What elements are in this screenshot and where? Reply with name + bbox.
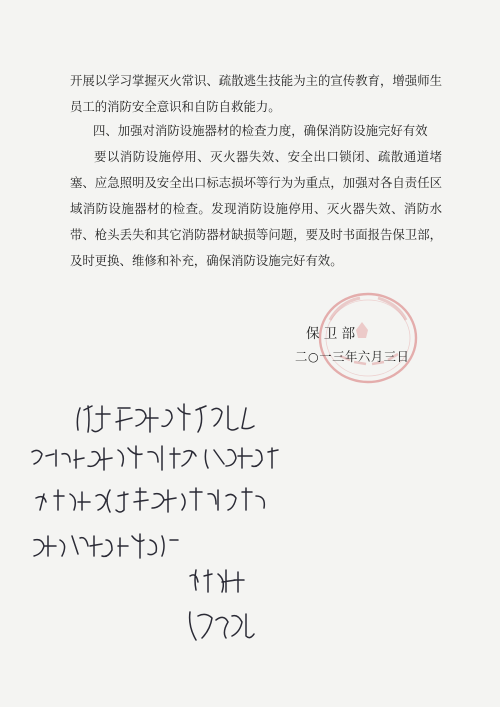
paragraph-equipment-inspection: 要以消防设施停用、灭火器失效、安全出口锁闭、疏散通道堵塞、应急照明及安全出口标志损坏等行为为重点，加强对各自责任区域消防设施器材的检查。发现消防设施停用、灭火器失效、消防水带、枪头丢失和其它消防器材缺损等问题，要及时书面报告保卫部，及时更换、维修和补充，确保消防设施完好有效。 xyxy=(70,149,442,268)
issue-date: 二○一三年六月三日 xyxy=(295,349,410,364)
paragraph-fire-education: 开展以学习掌握灭火常识、疏散逃生技能为主的宣传教育，增强师生员工的消防安全意识和自防自救能力。 xyxy=(70,73,442,114)
handwritten-approval-note xyxy=(0,380,500,700)
issuer-name: 保 卫 部 xyxy=(306,326,356,342)
section-4-heading: 四、加强对消防设施器材的检查力度，确保消防设施完好有效 xyxy=(93,123,428,138)
